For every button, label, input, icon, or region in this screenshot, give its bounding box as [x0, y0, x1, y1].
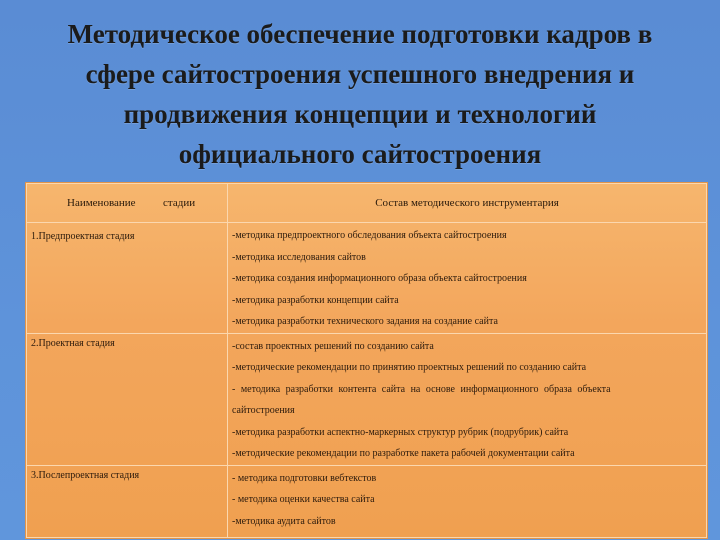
list-item: - методика подготовки вебтекстов — [232, 472, 377, 484]
list-item: -методика исследования сайтов — [232, 251, 366, 263]
list-item: -методические рекомендации по разработке пакета рабочей документации сайта — [232, 448, 575, 459]
stage-name: 3.Послепроектная стадия — [31, 469, 140, 481]
header-stage-name: Наименование стадии — [27, 184, 228, 223]
list-item: -методические рекомендации по принятию проектных решений по созданию сайта — [232, 362, 587, 373]
table-row — [27, 223, 707, 334]
list-item: -методика разработки концепции сайта — [232, 294, 399, 306]
list-item: - методика разработки контента сайта на основе информационного образа объекта — [232, 383, 611, 395]
header-toolkit: Состав методического инструментария — [228, 184, 707, 223]
slide-title: Методическое обеспечение подготовки кадров в сфере сайтостроения успешного внедрения и продвижения концепции и технологий официального сайтостроения — [67, 19, 653, 169]
list-item: сайтостроения — [232, 405, 295, 416]
list-item: -методика разработки технического задания на создание сайта — [232, 316, 498, 327]
list-item: - методика оценки качества сайта — [232, 494, 375, 505]
table-header-row — [27, 184, 707, 223]
stage-name: 2.Проектная стадия — [31, 337, 115, 349]
list-item: -методика создания информационного образа объекта сайтостроения — [232, 273, 527, 284]
list-item: -состав проектных решений по созданию сайта — [232, 340, 434, 352]
list-item: -методика аудита сайтов — [232, 515, 336, 527]
list-item: -методика предпроектного обследования объекта сайтостроения — [232, 230, 507, 241]
table-row — [27, 333, 707, 465]
table-row — [27, 465, 707, 538]
stage-name: 1.Предпроектная стадия — [31, 231, 135, 242]
list-item: -методика разработки аспектно-маркерных структур рубрик (подрубрик) сайта — [232, 426, 569, 438]
methodology-table — [26, 183, 707, 538]
